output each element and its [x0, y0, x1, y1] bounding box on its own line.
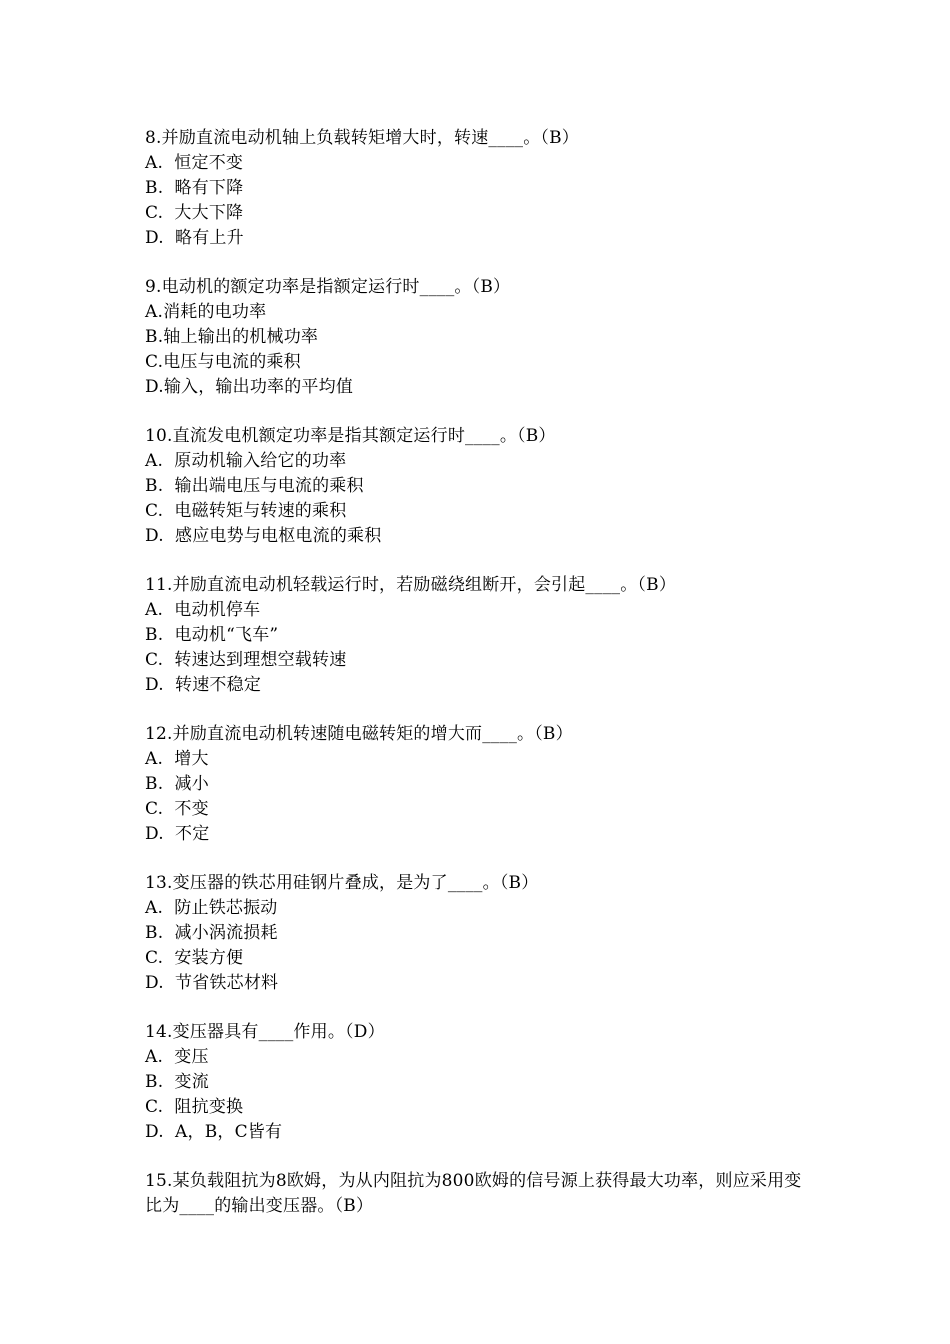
- option-b: B. 减小涡流损耗: [145, 923, 278, 943]
- option-a: A. 增大: [145, 749, 209, 769]
- option-d: D.输入，输出功率的平均值: [145, 377, 354, 397]
- option-c: C. 电磁转矩与转速的乘积: [145, 501, 347, 521]
- option-d: D. 转速不稳定: [145, 675, 262, 695]
- question-15: [145, 1169, 815, 1219]
- question-stem: 10.直流发电机额定功率是指其额定运行时____。（B）: [145, 426, 556, 446]
- question-10: [145, 424, 815, 549]
- option-c: C. 不变: [145, 799, 209, 819]
- question-stem: 11.并励直流电动机轻载运行时，若励磁绕组断开，会引起____。（B）: [145, 575, 677, 595]
- question-11: [145, 573, 815, 698]
- option-d: D. A，B，C皆有: [145, 1122, 283, 1142]
- option-b: B. 减小: [145, 774, 209, 794]
- question-stem: 14.变压器具有____作用。（D）: [145, 1022, 385, 1042]
- question-list: [145, 126, 815, 1243]
- option-a: A.消耗的电功率: [145, 302, 267, 322]
- option-d: D. 不定: [145, 824, 210, 844]
- question-8: [145, 126, 815, 251]
- question-13: [145, 871, 815, 996]
- option-d: D. 感应电势与电枢电流的乘积: [145, 526, 382, 546]
- option-a: A. 防止铁芯振动: [145, 898, 278, 918]
- option-b: B. 输出端电压与电流的乘积: [145, 476, 364, 496]
- option-d: D. 节省铁芯材料: [145, 973, 279, 993]
- question-stem: 15.某负载阻抗为8欧姆，为从内阻抗为800欧姆的信号源上获得最大功率，则应采用变比为____的输出变压器。（B）: [145, 1171, 802, 1216]
- option-a: A. 变压: [145, 1047, 209, 1067]
- question-stem: 9.电动机的额定功率是指额定运行时____。（B）: [145, 277, 511, 297]
- option-a: A. 恒定不变: [145, 153, 244, 173]
- option-a: A. 原动机输入给它的功率: [145, 451, 347, 471]
- question-stem: 8.并励直流电动机轴上负载转矩增大时，转速____。（B）: [145, 128, 580, 148]
- question-stem: 12.并励直流电动机转速随电磁转矩的增大而____。（B）: [145, 724, 573, 744]
- option-b: B. 变流: [145, 1072, 209, 1092]
- option-b: B.轴上输出的机械功率: [145, 327, 319, 347]
- option-c: C. 安装方便: [145, 948, 244, 968]
- question-stem: 13.变压器的铁芯用硅钢片叠成，是为了____。（B）: [145, 873, 539, 893]
- option-d: D. 略有上升: [145, 228, 244, 248]
- option-a: A. 电动机停车: [145, 600, 261, 620]
- question-14: [145, 1020, 815, 1145]
- option-c: C. 阻抗变换: [145, 1097, 244, 1117]
- question-12: [145, 722, 815, 847]
- option-c: C. 转速达到理想空载转速: [145, 650, 347, 670]
- question-9: [145, 275, 815, 400]
- option-b: B. 略有下降: [145, 178, 244, 198]
- option-c: C.电压与电流的乘积: [145, 352, 301, 372]
- option-c: C. 大大下降: [145, 203, 244, 223]
- option-b: B. 电动机“飞车”: [145, 625, 279, 645]
